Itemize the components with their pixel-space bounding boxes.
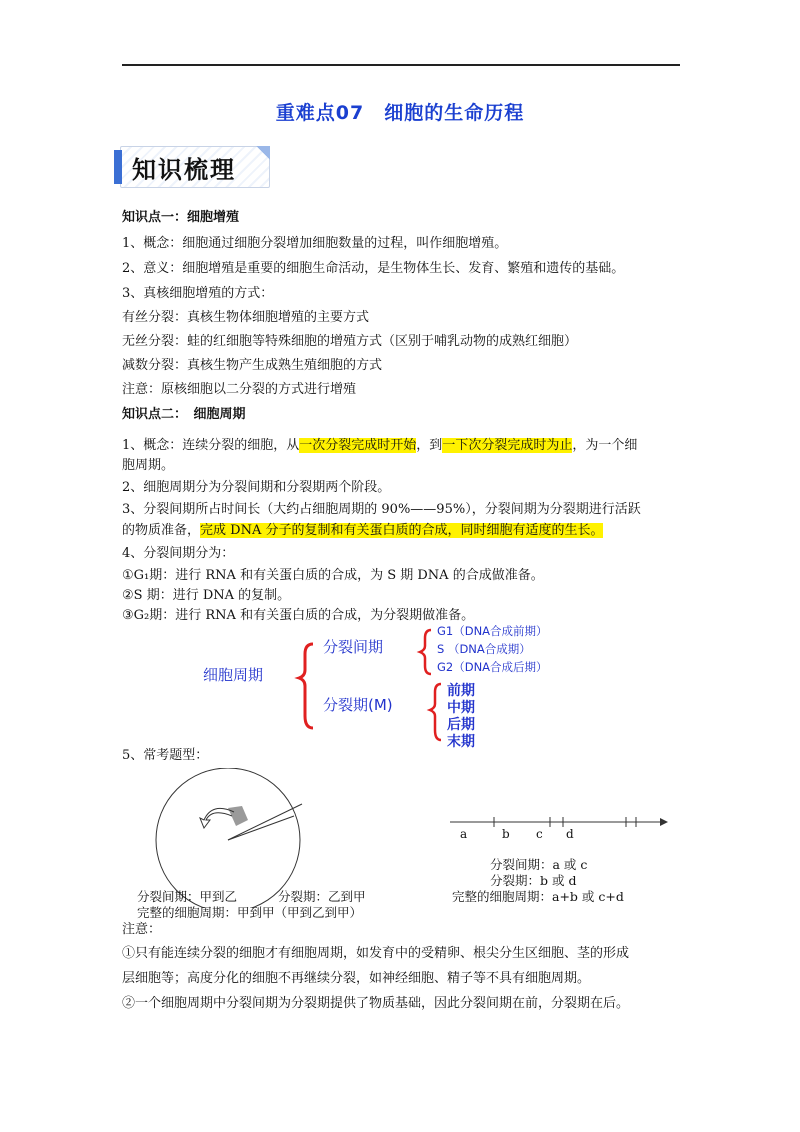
diagram-s: S （DNA合成期） (437, 642, 531, 656)
note-1a: ①只有能连续分裂的细胞才有细胞周期，如发育中的受精卵、根尖分生区细胞、茎的形成 (122, 946, 630, 961)
g1-line: ①G₁期：进行 RNA 和有关蛋白质的合成，为 S 期 DNA 的合成做准备。 (122, 568, 544, 583)
concept-line-cont: 胞周期。 (122, 458, 175, 473)
badge-tab (114, 150, 122, 184)
timeline-arrowhead (660, 818, 668, 826)
section1-heading: 知识点一：细胞增殖 (122, 210, 240, 225)
highlight-start: 一次分裂完成时开始 (299, 438, 417, 453)
diagram-g1: G1（DNA合成前期） (437, 624, 548, 638)
badge-label: 知识梳理 (132, 155, 236, 184)
s-line: ②S 期：进行 DNA 的复制。 (122, 588, 291, 603)
timeline-full: 完整的细胞周期：a+b 或 c+d (452, 889, 624, 904)
section2-heading: 知识点二： 细胞周期 (122, 407, 246, 422)
diagram-anaphase: 后期 (447, 717, 475, 733)
timeline-figure (450, 808, 680, 848)
timeline-interphase: 分裂间期：a 或 c (490, 857, 588, 872)
note-1b: 层细胞等；高度分化的细胞不再继续分裂，如神经细胞、精子等不具有细胞周期。 (122, 971, 591, 986)
diagram-prophase: 前期 (447, 683, 475, 699)
diagram-telophase: 末期 (447, 734, 475, 750)
diagram-interphase: 分裂间期 (323, 638, 384, 656)
section1-line: 有丝分裂：真核生物体细胞增殖的主要方式 (122, 310, 370, 325)
page-title: 重难点07 细胞的生命历程 (275, 102, 525, 124)
section1-line: 2、意义：细胞增殖是重要的细胞生命活动，是生物体生长、发育、繁殖和遗传的基础。 (122, 261, 625, 276)
diagram-metaphase: 中期 (447, 700, 475, 716)
timeline-label-b: b (502, 827, 510, 841)
circle-interphase: 分裂间期：甲到乙 (137, 889, 238, 904)
brace-mphase (430, 684, 441, 740)
interphase-line-cont (122, 521, 603, 541)
diagram-mphase: 分裂期(M) (323, 696, 393, 714)
concept-text: ，到 (416, 438, 443, 453)
highlight-synthesis: 完成 DNA 分子的复制和有关蛋白质的合成，同时细胞有适度的生长。 (200, 523, 604, 538)
cycle-arrow-icon (200, 808, 234, 828)
interphase-line: 3、分裂间期所占时间长（大约占细胞周期的 90%——95%），分裂间期为分裂期进行活跃 (122, 502, 641, 517)
section1-line: 注意：原核细胞以二分裂的方式进行增殖 (122, 382, 357, 397)
interphase-parts-title: 4、分裂间期分为： (122, 546, 235, 561)
concept-line (122, 436, 637, 456)
brace-interphase (420, 630, 431, 674)
notes-title: 注意： (122, 922, 162, 937)
diagram-root: 细胞周期 (203, 666, 264, 684)
section1-line: 减数分裂：真核生物产生成熟生殖细胞的方式 (122, 358, 383, 373)
header-rule (122, 64, 680, 66)
cell-cycle-diagram (195, 622, 615, 750)
concept-text: ，为一个细 (572, 438, 638, 453)
diagram-g2: G2（DNA合成后期） (437, 660, 548, 674)
timeline-label-a: a (460, 827, 468, 841)
highlight-end: 一下次分裂完成时为止 (442, 438, 573, 453)
section1-line: 无丝分裂：蛙的红细胞等特殊细胞的增殖方式（区别于哺乳动物的成熟红细胞） (122, 334, 578, 349)
section-badge (120, 146, 270, 188)
badge-corner (256, 146, 270, 160)
interphase-text: 的物质准备， (122, 523, 201, 538)
section1-line: 3、真核细胞增殖的方式： (122, 286, 274, 301)
note-2: ②一个细胞周期中分裂间期为分裂期提供了物质基础，因此分裂间期在前，分裂期在后。 (122, 996, 630, 1011)
cycle-circle (156, 768, 300, 908)
circle-mphase: 分裂期：乙到甲 (278, 889, 366, 904)
timeline-label-d: d (566, 827, 574, 841)
cycle-circle-figure (150, 768, 310, 908)
g2-line: ③G₂期：进行 RNA 和有关蛋白质的合成，为分裂期做准备。 (122, 608, 475, 623)
timeline-mphase: 分裂期：b 或 d (490, 873, 577, 888)
section1-line: 1、概念：细胞通过细胞分裂增加细胞数量的过程，叫作细胞增殖。 (122, 236, 508, 251)
circle-full: 完整的细胞周期：甲到甲（甲到乙到甲） (137, 905, 363, 920)
section5-title: 5、常考题型： (122, 748, 209, 763)
concept-text: 1、概念：连续分裂的细胞，从 (122, 438, 300, 453)
timeline-label-c: c (536, 827, 543, 841)
stages-line: 2、细胞周期分为分裂间期和分裂期两个阶段。 (122, 480, 391, 495)
brace-root (299, 644, 313, 728)
